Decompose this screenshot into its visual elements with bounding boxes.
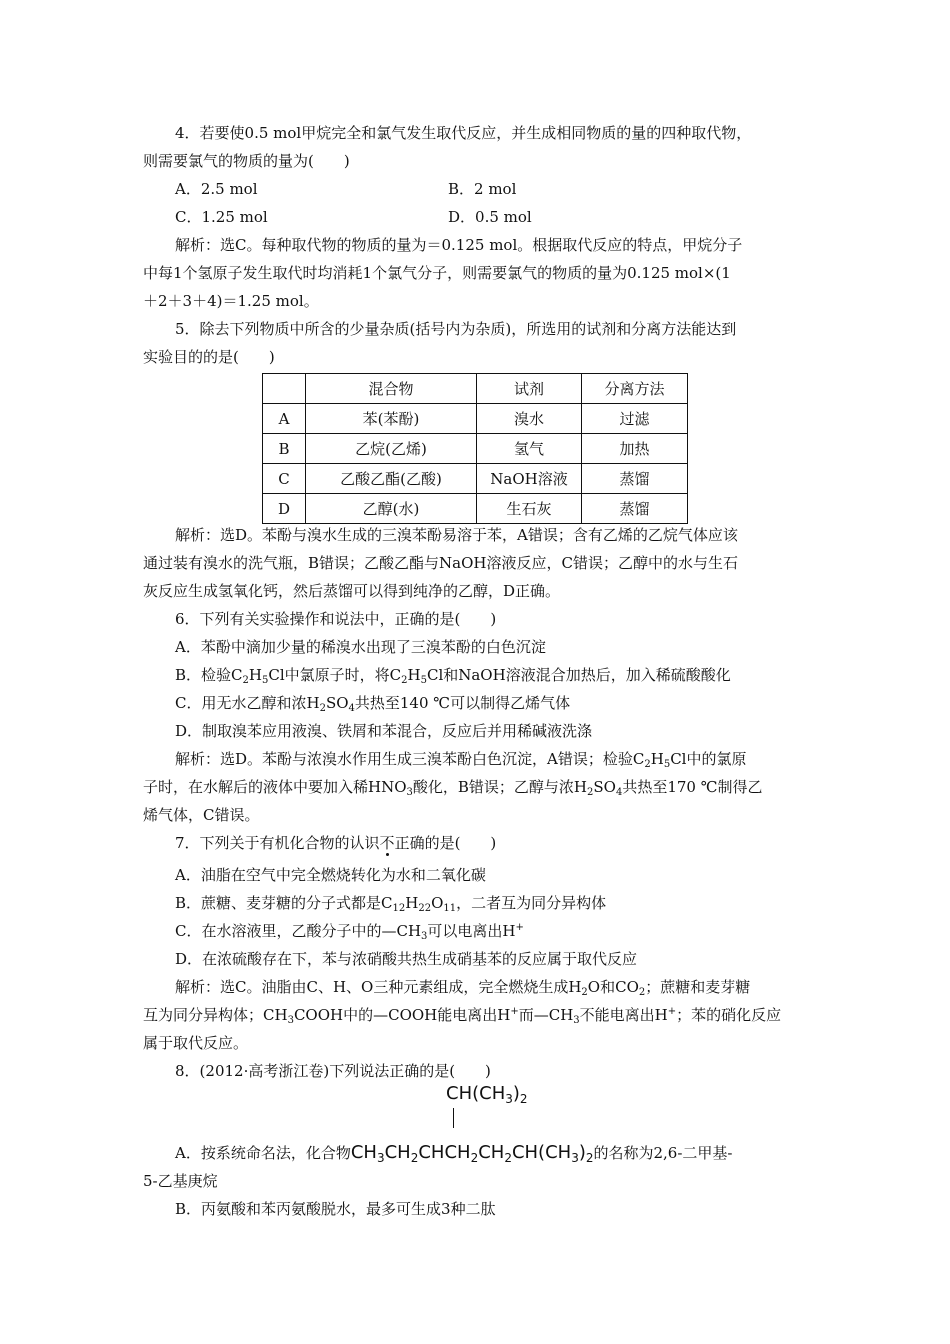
text-run: 互为同分异构体；CH [143, 1006, 288, 1024]
table-cell: 蒸馏 [582, 494, 688, 524]
table-header-cell: 混合物 [306, 374, 477, 404]
q6-answer-line3: 烯气体，C错误。 [143, 806, 260, 824]
q8-option-b: B．丙氨酸和苯丙氨酸脱水，最多可生成3种二肽 [175, 1200, 496, 1218]
subscript: 2 [585, 1151, 594, 1165]
q5-table [262, 373, 688, 524]
q7-option-d: D．在浓硫酸存在下，苯与浓硝酸共热生成硝基苯的反应属于取代反应 [175, 950, 638, 968]
text-run: 正确的是( ) [394, 834, 497, 852]
text-run: 不能电离出H [579, 1006, 668, 1024]
text-run: 7．下列关于有机化合物的认识 [175, 834, 380, 852]
table-row [263, 494, 688, 524]
text-run: C．在水溶液里，乙酸分子中的—CH [175, 922, 422, 940]
text-run: COOH中的—COOH能电离出H [293, 1006, 511, 1024]
text-run: H [650, 750, 664, 768]
subscript: 5 [261, 675, 269, 686]
text-run: CH [478, 1142, 505, 1163]
q6-option-d: D．制取溴苯应用液溴、铁屑和苯混合，反应后并用稀碱液洗涤 [175, 722, 593, 740]
table-cell: D [263, 494, 306, 524]
q5-stem-line1: 5．除去下列物质中所含的少量杂质(括号内为杂质)，所选用的试剂和分离方法能达到 [175, 320, 737, 338]
subscript: 3 [287, 1015, 294, 1026]
q7-option-b [175, 893, 606, 913]
q7-option-a: A．油脂在空气中完全燃烧转化为水和二氧化碳 [175, 866, 486, 884]
q5-answer-line1: 解析：选D。苯酚与溴水生成的三溴苯酚易溶于苯，A错误；含有乙烯的乙烷气体应该 [175, 526, 738, 544]
text-run: Cl和NaOH溶液混合加热后，加入稀硫酸酸化 [426, 666, 731, 684]
subscript: 5 [663, 759, 671, 770]
subscript: 11 [443, 903, 457, 914]
text-run: CH [384, 1142, 411, 1163]
text-run: O和CO [587, 978, 639, 996]
q6-stem: 6．下列有关实验操作和说法中，正确的是( ) [175, 610, 497, 628]
q6-answer-line2 [143, 777, 763, 797]
q6-option-a: A．苯酚中滴加少量的稀溴水出现了三溴苯酚的白色沉淀 [175, 638, 546, 656]
table-cell: 生石灰 [477, 494, 582, 524]
q4-option-a: A．2.5 mol [175, 180, 258, 198]
text-run: 的名称为2,6-二甲基- [593, 1144, 733, 1162]
table-cell: 加热 [582, 434, 688, 464]
subscript: 2 [519, 1092, 528, 1106]
subscript: 3 [376, 1151, 385, 1165]
text-run: CH(CH [446, 1083, 506, 1104]
text-run: CH [350, 1142, 377, 1163]
q8-stem: 8．(2012·高考浙江卷)下列说法正确的是( ) [175, 1062, 491, 1080]
emphasis-dot-text: 不 [379, 834, 395, 852]
text-run: Cl中的氯原 [670, 750, 747, 768]
q4-stem-line1: 4．若要使0.5 mol甲烷完全和氯气发生取代反应，并生成相同物质的量的四种取代物， [175, 124, 752, 142]
subscript: 3 [573, 1015, 580, 1026]
subscript: 2 [242, 675, 249, 686]
table-cell: B [263, 434, 306, 464]
text-run: ；苯的硝化反应 [676, 1006, 782, 1024]
q4-answer-line2: 中每1个氢原子发生取代时均消耗1个氯气分子，则需要氯气的物质的量为0.125 mol×(1 [143, 264, 731, 282]
superscript: + [510, 1006, 519, 1017]
text-run: ，二者互为同分异构体 [456, 894, 607, 912]
table-cell: 溴水 [477, 404, 582, 434]
subscript: 2 [410, 1151, 419, 1165]
text-run: CH(CH [511, 1142, 572, 1163]
table-cell: 蒸馏 [582, 464, 688, 494]
q7-stem [175, 833, 496, 853]
q4-answer-line3: ＋2＋3＋4)＝1.25 mol。 [143, 292, 319, 310]
q7-answer-line3: 属于取代反应。 [143, 1034, 249, 1052]
text-run: B．检验C [175, 666, 243, 684]
table-row [263, 464, 688, 494]
text-run: 共热至140 ℃可以制得乙烯气体 [354, 694, 571, 712]
structure-branch [446, 1083, 528, 1104]
text-run: SO [325, 694, 349, 712]
q4-option-c: C．1.25 mol [175, 208, 268, 226]
subscript: 22 [418, 903, 432, 914]
q5-answer-line3: 灰反应生成氢氧化钙，然后蒸馏可以得到纯净的乙醇，D正确。 [143, 582, 561, 600]
table-cell: 氢气 [477, 434, 582, 464]
text-run: 解析：选D。苯酚与浓溴水作用生成三溴苯酚白色沉淀，A错误；检验C [175, 750, 645, 768]
q6-option-c [175, 693, 570, 713]
subscript: 4 [615, 787, 623, 798]
table-cell: 过滤 [582, 404, 688, 434]
q8-option-a-line1 [175, 1143, 733, 1163]
structure-bond-line [453, 1108, 454, 1128]
table-cell: A [263, 404, 306, 434]
table-header-cell: 分离方法 [582, 374, 688, 404]
text-run: O [431, 894, 444, 912]
table-cell: C [263, 464, 306, 494]
text-run: ) [512, 1083, 520, 1104]
table-cell: 苯(苯酚) [306, 404, 477, 434]
subscript: 2 [401, 675, 408, 686]
text-run: H [407, 666, 421, 684]
subscript: 2 [644, 759, 651, 770]
superscript: + [667, 1006, 677, 1017]
text-run: H [405, 894, 419, 912]
q6-option-b [175, 665, 731, 685]
q4-answer-line1: 解析：选C。每种取代物的物质的量为＝0.125 mol。根据取代反应的特点，甲烷分子 [175, 236, 743, 254]
subscript: 2 [638, 987, 646, 998]
subscript: 4 [348, 703, 355, 714]
text-run: 酸化，B错误；乙醇与浓H [412, 778, 587, 796]
text-run: A．按系统命名法，化合物 [175, 1144, 351, 1162]
table-cell: 乙烷(乙烯) [306, 434, 477, 464]
q7-answer-line2 [143, 1005, 781, 1025]
q6-answer-line1 [175, 749, 746, 769]
q7-option-c [175, 921, 524, 941]
text-run: C．用无水乙醇和浓H [175, 694, 320, 712]
subscript: 2 [470, 1151, 479, 1165]
table-cell: 乙酸乙酯(乙酸) [306, 464, 477, 494]
q4-stem-line2: 则需要氯气的物质的量为( ) [143, 152, 350, 170]
text-run: 解析：选C。油脂由C、H、O三种元素组成，完全燃烧生成H [175, 978, 582, 996]
text-run: CHCH [418, 1142, 471, 1163]
subscript: 2 [581, 987, 588, 998]
subscript: 12 [392, 903, 406, 914]
subscript: 3 [421, 931, 428, 942]
table-row [263, 434, 688, 464]
q5-stem-line2: 实验目的的是( ) [143, 348, 275, 366]
table-header-cell [263, 374, 306, 404]
text-run: SO [593, 778, 616, 796]
subscript: 2 [319, 703, 326, 714]
subscript: 3 [505, 1092, 513, 1106]
table-header-cell: 试剂 [477, 374, 582, 404]
text-run: 子时，在水解后的液体中要加入稀HNO [143, 778, 407, 796]
subscript: 3 [571, 1151, 579, 1165]
table-row [263, 404, 688, 434]
subscript: 2 [504, 1151, 512, 1165]
text-run: 共热至170 ℃制得乙 [622, 778, 763, 796]
q8-option-a-line2: 5-乙基庚烷 [143, 1172, 218, 1190]
subscript: 2 [587, 787, 594, 798]
q4-option-b: B．2 mol [448, 180, 517, 198]
text-run: H [248, 666, 262, 684]
text-run: Cl中氯原子时，将C [268, 666, 402, 684]
text-run: ) [578, 1142, 586, 1163]
q5-answer-line2: 通过装有溴水的洗气瓶，B错误；乙酸乙酯与NaOH溶液反应，C错误；乙醇中的水与生石 [143, 554, 738, 572]
q7-answer-line1 [175, 977, 750, 997]
subscript: 5 [420, 675, 427, 686]
table-cell: 乙醇(水) [306, 494, 477, 524]
text-run: 可以电离出H [427, 922, 516, 940]
structure-main-chain [351, 1142, 594, 1163]
text-run: B．蔗糖、麦芽糖的分子式都是C [175, 894, 393, 912]
superscript: + [515, 922, 524, 933]
text-run: ；蔗糖和麦芽糖 [645, 978, 751, 996]
subscript: 3 [406, 787, 413, 798]
table-cell: NaOH溶液 [477, 464, 582, 494]
table-header-row [263, 374, 688, 404]
q4-option-d: D．0.5 mol [448, 208, 532, 226]
text-run: 而—CH [518, 1006, 574, 1024]
